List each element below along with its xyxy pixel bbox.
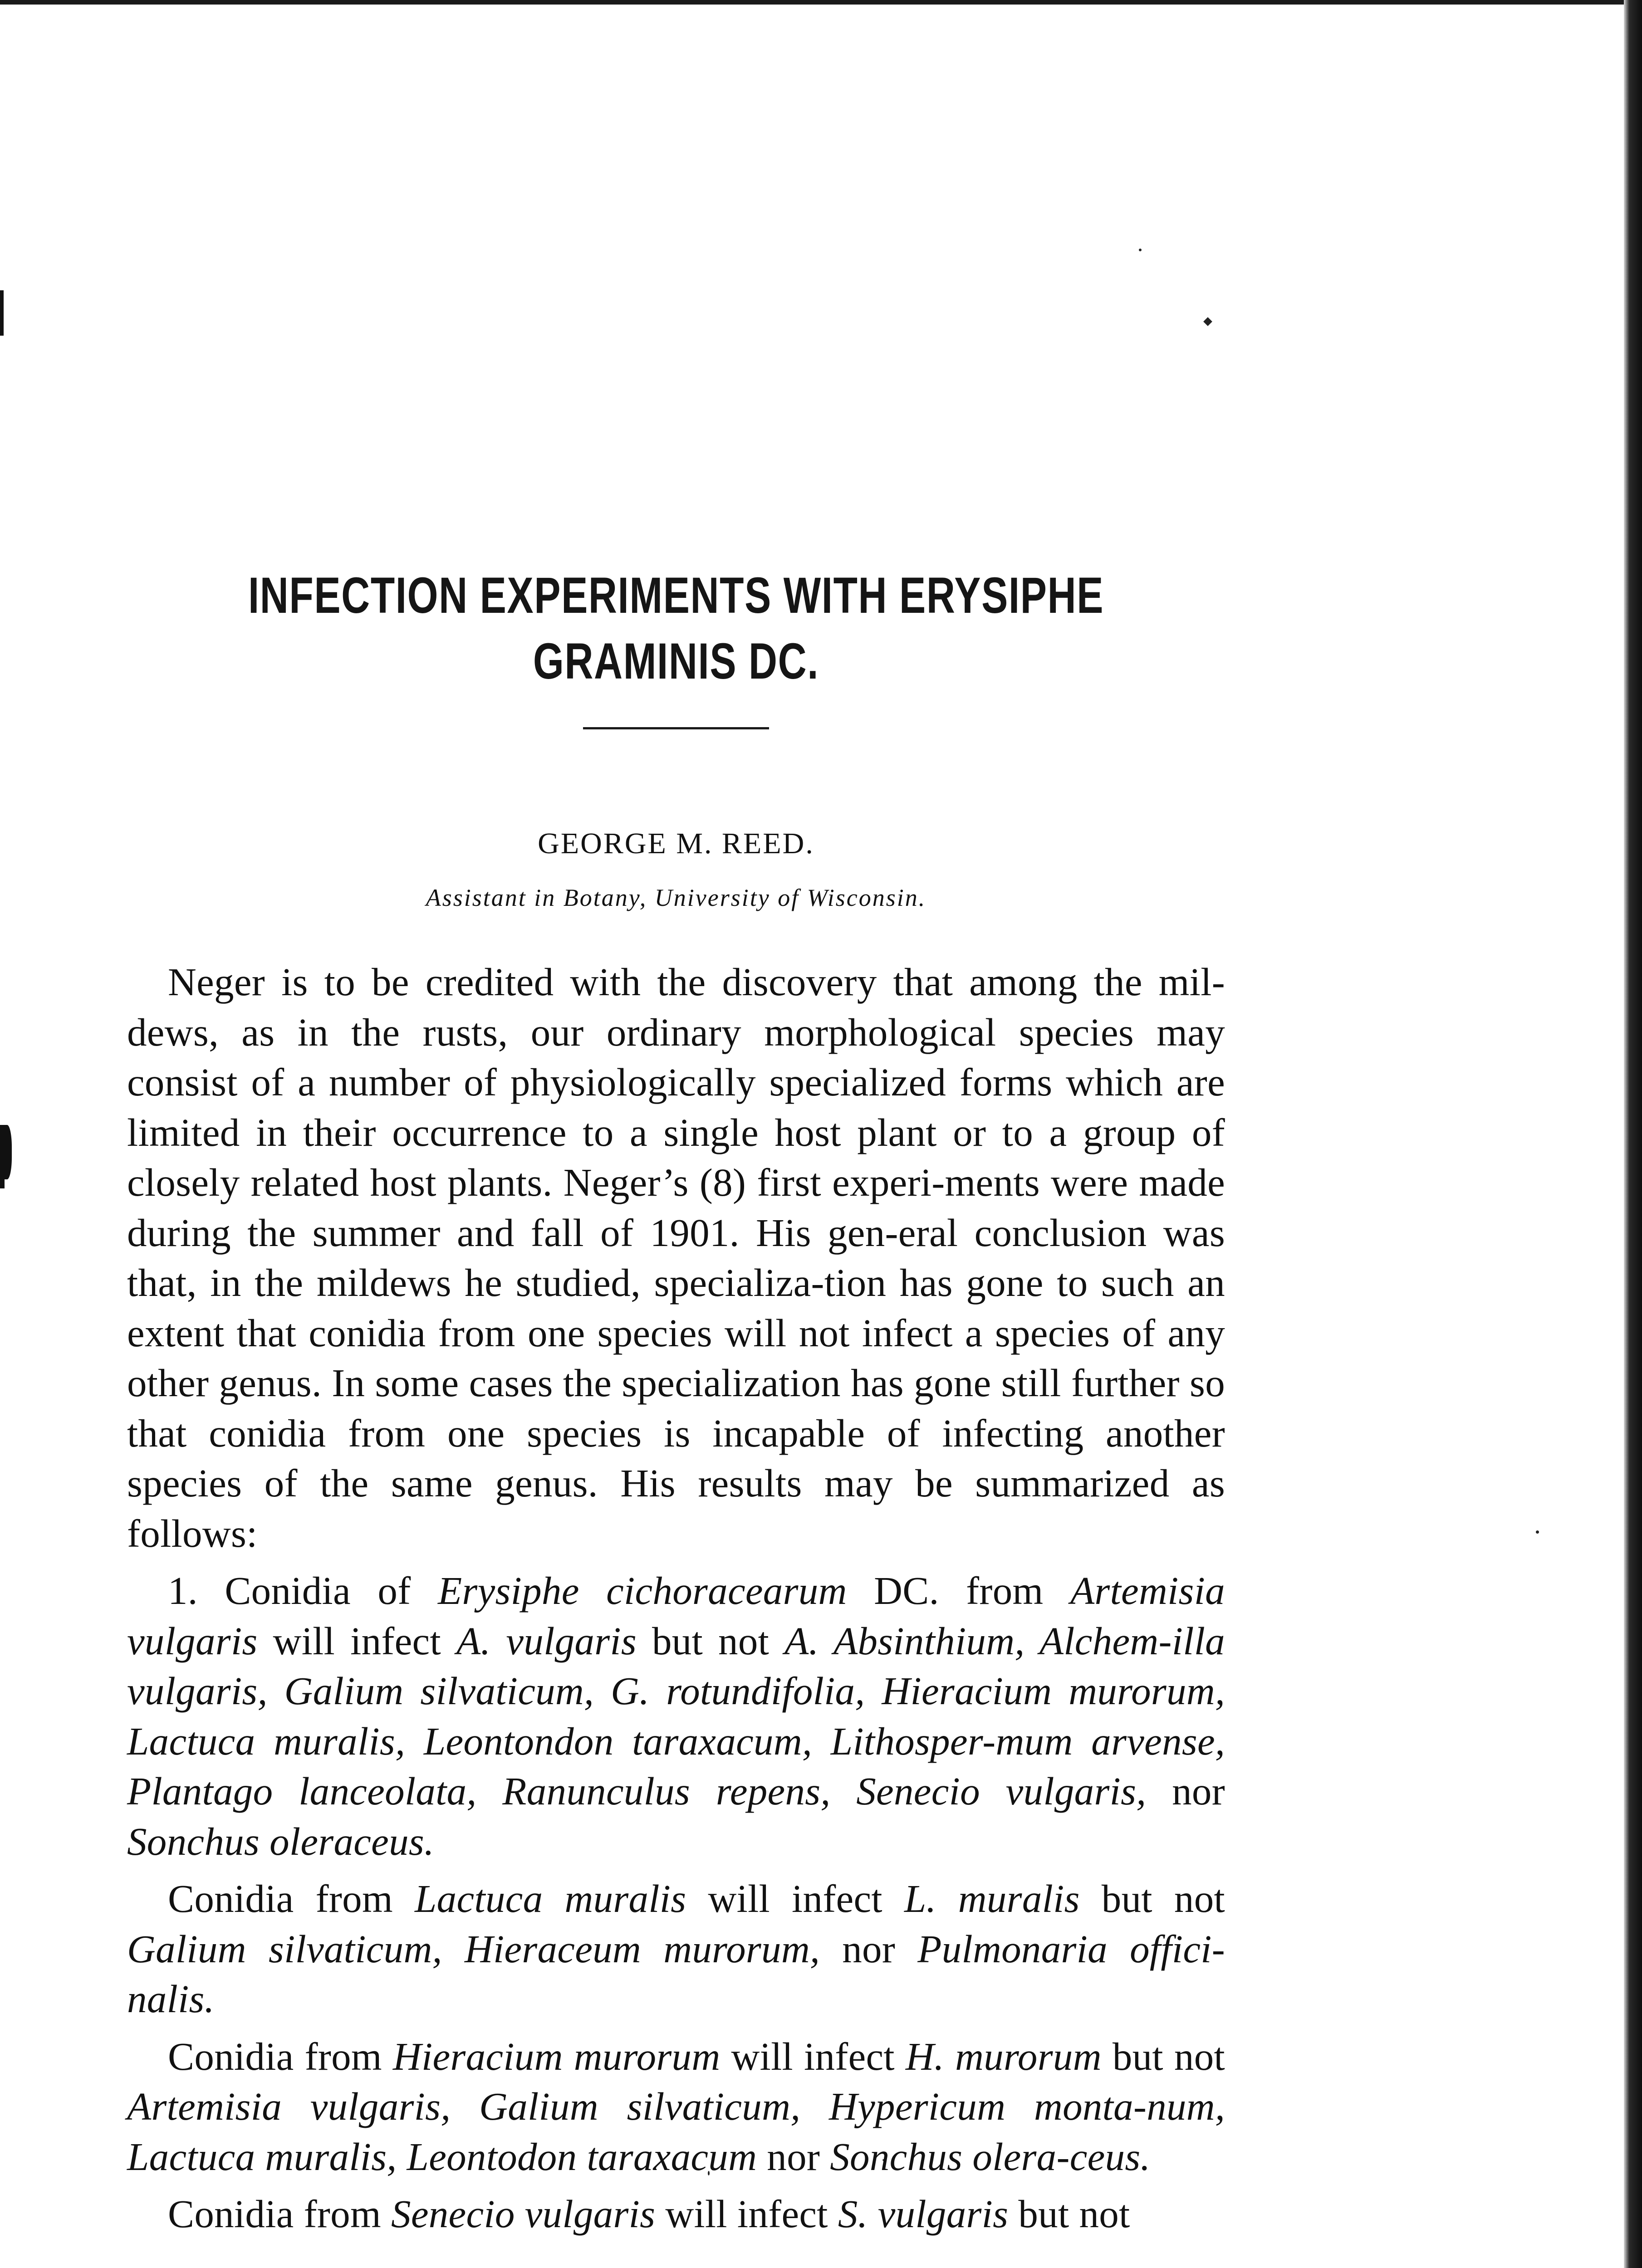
species-name: Pulmonaria offici-nalis. (127, 1926, 1225, 2021)
article-page (127, 0, 1225, 2268)
species-name: A. Absinthium, Alchem-illa vulgaris, Galium silvaticum, G. rotundifolia, Hieracium murorum, Lactuca muralis, Leontondon taraxacum, Lithosper-mum arvense, Plantago lanceolata, Ranunculus repens, Senecio vulgaris, (127, 1618, 1225, 1813)
paragraph-hieracium (127, 2032, 1225, 2182)
species-name: Sonchus oleraceus. (127, 1819, 435, 1863)
paragraph-senecio (127, 2189, 1225, 2239)
species-name: A. vulgaris (456, 1618, 637, 1663)
scan-border-right (1624, 0, 1642, 2268)
text-segment: but not (1101, 2034, 1225, 2078)
species-name: Lactuca muralis (415, 1877, 686, 1921)
article-title (248, 562, 1104, 694)
text-segment: will infect (655, 2192, 838, 2236)
article-title-line-2: GRAMINIS DC. (533, 633, 819, 690)
text-segment: but not (1079, 1877, 1225, 1921)
author-name: GEORGE M. REED. (538, 827, 814, 860)
article-title-line-1: INFECTION EXPERIMENTS WITH ERYSIPHE (248, 567, 1104, 624)
species-name: Sonchus olera-ceus. (830, 2134, 1151, 2179)
title-divider (583, 727, 769, 729)
article-body (127, 957, 1225, 2239)
text-segment: Conidia from (168, 2034, 393, 2078)
scan-binding-mark (0, 290, 4, 336)
species-name: Artemisia vulgaris (127, 1569, 1225, 1663)
species-name: Erysiphe cichoracearum (437, 1569, 847, 1613)
text-segment: 1. Conidia of (168, 1569, 438, 1613)
species-name: H. murorum (905, 2034, 1102, 2078)
text-segment: nor (820, 1926, 918, 1971)
text-segment: nor (757, 2134, 830, 2179)
paragraph-intro (127, 957, 1225, 1559)
text-segment: will infect (686, 1877, 904, 1921)
text-segment: but not (637, 1618, 785, 1663)
species-name: Hieracium murorum (392, 2034, 721, 2078)
text-segment: but not (1008, 2192, 1130, 2236)
scan-binding-mark (0, 1125, 12, 1179)
paragraph-lactuca (127, 1874, 1225, 2024)
text-segment: will infect (257, 1618, 456, 1663)
species-name: S. vulgaris (838, 2192, 1009, 2236)
species-name: Senecio vulgaris (391, 2192, 656, 2236)
scan-speck (1536, 1530, 1539, 1534)
text-segment: Conidia from (168, 1877, 415, 1921)
text-segment: Conidia from (168, 2192, 392, 2236)
scan-binding-mark (0, 1179, 5, 1188)
author-affiliation: Assistant in Botany, University of Wisconsin. (426, 884, 926, 911)
species-name: L. muralis (904, 1877, 1080, 1921)
species-name: Galium silvaticum, Hieraceum murorum, (127, 1926, 820, 1971)
text-segment: Neger is to be credited with the discovery that among the mil-dews, as in the rusts, our ordinary morphological species may consist of a number of physiologically specialized forms which are limited in their occurrence to a single host plant or to a group of closely related host plants. Neger’s (8) first experi-ments were made during the summer and fall of 1901. His gen-eral conclusion was that, in the mildews he studied, specializa-tion has gone to such an extent that conidia from one species will not infect a species of any other genus. In some cases the specialization has gone still further so that conidia from one species is incapable of infecting another species of the same genus. His results may be summarized as follows: (127, 960, 1225, 1555)
text-segment: will infect (720, 2034, 906, 2078)
paragraph-finding-1 (127, 1566, 1225, 1867)
species-name: Artemisia vulgaris, Galium silvaticum, Hypericum monta-num, Lactuca muralis, Leontodon taraxacum (127, 2084, 1225, 2179)
text-segment: nor (1146, 1769, 1225, 1813)
text-segment: DC. from (847, 1569, 1070, 1613)
